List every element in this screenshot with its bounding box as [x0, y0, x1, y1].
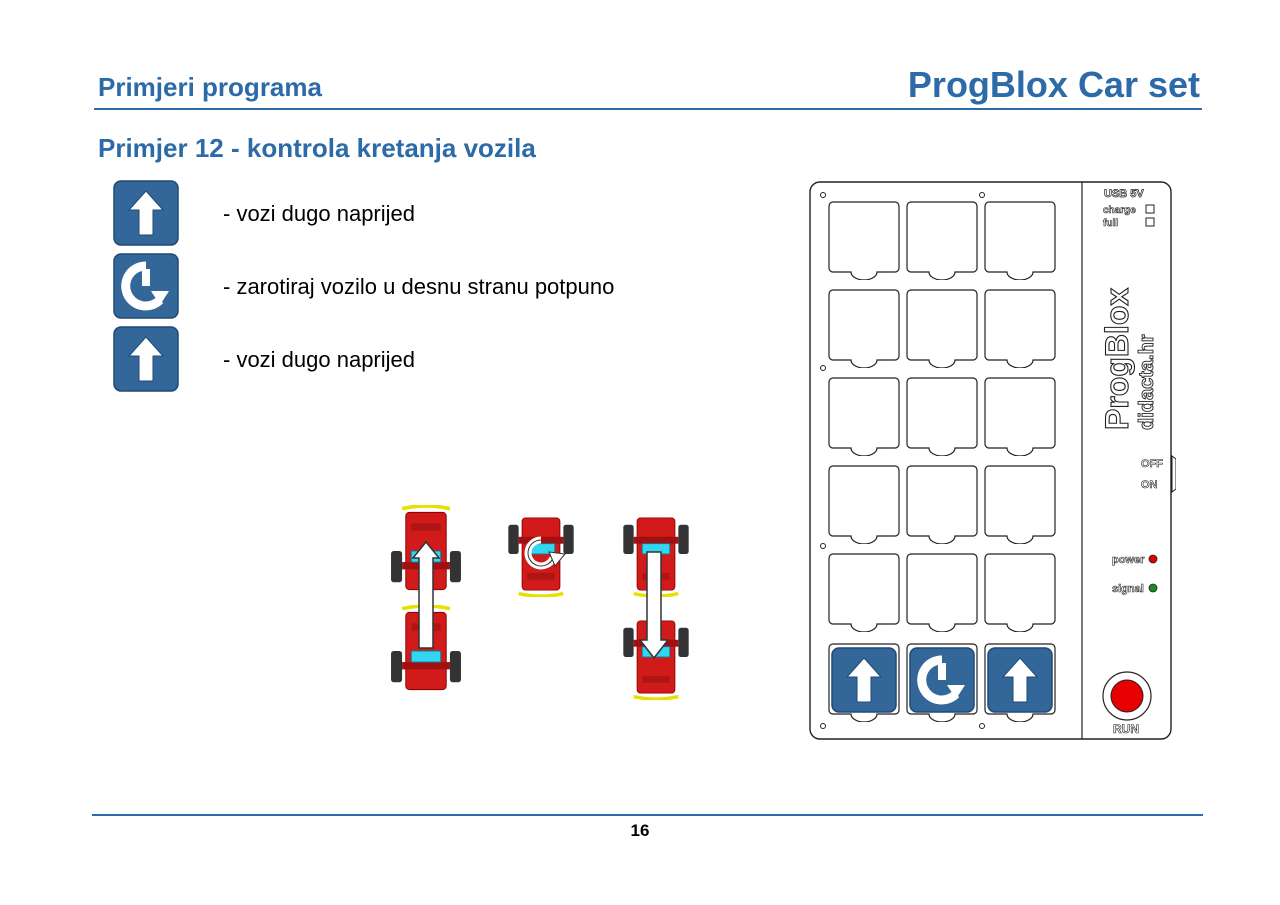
- program-slot[interactable]: [907, 202, 977, 280]
- program-slot[interactable]: [907, 290, 977, 368]
- product-title: ProgBlox Car set: [907, 64, 1200, 105]
- arrow-up-icon[interactable]: [832, 648, 896, 712]
- arrow-up-icon[interactable]: [988, 648, 1052, 712]
- brand-logo: ProgBlox: [1099, 287, 1135, 430]
- footer-divider: [92, 814, 1203, 816]
- header-divider: [94, 108, 1202, 110]
- page-number: 16: [630, 821, 650, 840]
- power-switch[interactable]: [1172, 456, 1176, 492]
- full-label: full: [1103, 218, 1118, 229]
- progblox-board: [806, 178, 1176, 744]
- program-slot[interactable]: [985, 290, 1055, 368]
- program-slot[interactable]: [985, 554, 1055, 632]
- full-indicator: [1146, 218, 1154, 226]
- program-slot[interactable]: [985, 202, 1055, 280]
- step-2-text: - zarotiraj vozilo u desnu stranu potpuno: [223, 274, 615, 299]
- power-label: power: [1112, 554, 1145, 566]
- site-label: didacta.hr: [1136, 334, 1158, 430]
- program-slot[interactable]: [829, 554, 899, 632]
- program-slot[interactable]: [907, 378, 977, 456]
- charge-indicator: [1146, 205, 1154, 213]
- on-label: ON: [1141, 479, 1158, 491]
- program-slot[interactable]: [907, 466, 977, 544]
- usb-label: USB 5V: [1104, 188, 1144, 200]
- program-slot[interactable]: [829, 378, 899, 456]
- rotate-right-icon[interactable]: [910, 648, 974, 712]
- example-title: Primjer 12 - kontrola kretanja vozila: [98, 133, 536, 163]
- signal-led: [1149, 584, 1157, 592]
- car-movement-diagram: [385, 500, 705, 705]
- charge-label: charge: [1103, 205, 1136, 216]
- program-slot[interactable]: [907, 554, 977, 632]
- program-slot[interactable]: [985, 466, 1055, 544]
- arrow-up-icon: [113, 180, 179, 246]
- step-1-text: - vozi dugo naprijed: [223, 201, 416, 226]
- run-label: RUN: [1113, 722, 1139, 736]
- off-label: OFF: [1141, 458, 1163, 470]
- rotate-right-icon: [113, 253, 179, 319]
- signal-label: signal: [1112, 583, 1144, 595]
- program-slot[interactable]: [985, 378, 1055, 456]
- power-led: [1149, 555, 1157, 563]
- car-rotating: [508, 518, 573, 596]
- program-slot[interactable]: [829, 290, 899, 368]
- program-slot[interactable]: [829, 466, 899, 544]
- program-slot[interactable]: [829, 202, 899, 280]
- run-button[interactable]: [1103, 672, 1151, 720]
- arrow-up-icon: [113, 326, 179, 392]
- step-3-text: - vozi dugo naprijed: [223, 347, 416, 372]
- section-title: Primjeri programa: [98, 72, 322, 102]
